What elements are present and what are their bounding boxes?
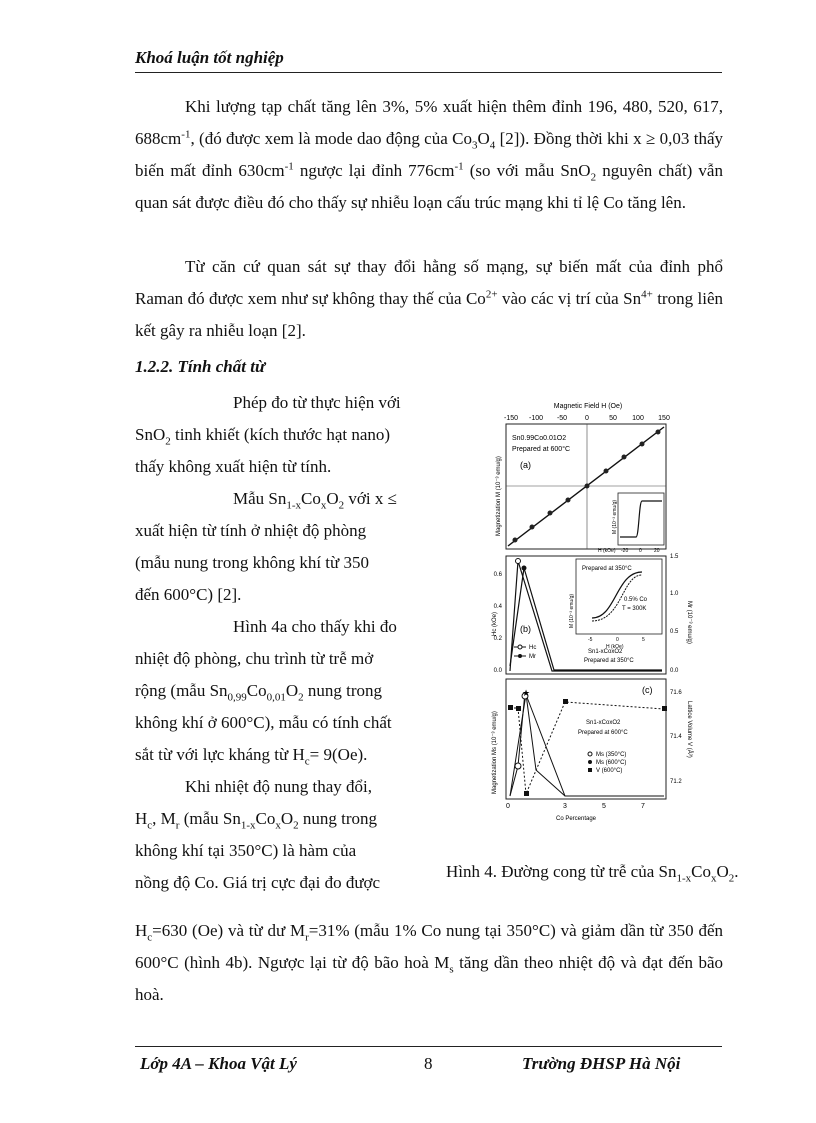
panel-b-y2label: Mr (10⁻³ emu/g) [686, 601, 692, 644]
panel-b [492, 554, 692, 674]
inset-tick: -5 [588, 637, 593, 643]
panel-c-xtick: 7 [641, 803, 645, 810]
top-axis-ticks [504, 415, 670, 422]
panel-a-sample: Sn0.99Co0.01O2 [512, 435, 567, 442]
panel-c-prep: Prepared at 600°C [578, 730, 628, 736]
panel-c-ms600-line [510, 694, 664, 796]
figure-caption: Hình 4. Đường cong từ trễ của $Sn_{1-x}Co_xO_2$. [446, 862, 739, 885]
panel-b-ytick: 0.2 [493, 636, 502, 642]
header-rule [135, 72, 722, 73]
panel-b-hc-point [516, 559, 521, 564]
panel-a-inset-ylabel: M (10⁻³ emu/g) [612, 499, 618, 534]
panel-c-y2label: Lattice Volume V (Å³) [686, 701, 692, 758]
legend-volume: V (600°C) [596, 768, 623, 774]
top-tick: -100 [528, 415, 544, 422]
inset-tick: 0 [639, 548, 642, 554]
top-tick: 150 [658, 415, 670, 422]
paragraph-lattice-disorder: Từ căn cứ quan sát sự thay đổi hằng số mạng, sự biến mất của đỉnh phổ Raman đó được xem như sự không thay thế của $Co^{2+}$ vào các vị trí của $Sn^{4+}$ trong liên kết gây ra nhiễu loạn [2]. [135, 257, 723, 340]
panel-c-ms350-line [510, 692, 664, 796]
panel-c-label: (c) [642, 685, 653, 695]
top-tick: 50 [609, 415, 617, 422]
legend-mr: Mr [529, 654, 536, 660]
paragraph-coercivity: $H_c=630$ (Oe) và từ dư $M_r=31\%$ (mẫu 1% Co nung tại 350°C) và giảm dần từ 350 đến 600°C (hình 4b). Ngược lại từ độ bão hoà $M_s$ tăng dần theo nhiệt độ và đạt đến bão hoà. [135, 921, 724, 1004]
panel-b-prep: Prepared at 350°C [584, 658, 634, 664]
panel-b-ytick: 0.6 [493, 572, 502, 578]
panel-c-xlabel: Co Percentage [555, 816, 597, 822]
panel-c-xtick: 3 [563, 803, 567, 810]
panel-b-ylabel: Hc (kOe) [492, 612, 498, 636]
top-tick: 100 [632, 415, 644, 422]
panel-c-ylabel: Magnetization Ms (10⁻³ emu/g) [492, 711, 498, 794]
legend-ms350: Ms (350°C) [596, 752, 627, 758]
panel-b-inset-temp: T = 300K [622, 606, 647, 612]
panel-c [492, 679, 693, 822]
footer-school: Trường ĐHSP Hà Nội [522, 1054, 681, 1073]
top-axis-label: Magnetic Field H (Oe) [553, 403, 623, 410]
panel-b-inset-xlabel: H (kOe) [606, 644, 624, 650]
panel-c-xtick: 5 [602, 803, 606, 810]
magnetic-text-column: Phép đo từ thực hiện với SnO$_2$ tinh khiết (kích thước hạt nano) thấy không xuất hiện từ tính. Mẫu $Sn_{1-x}Co_xO_2$ với x ≤ xuất hiện từ tính ở nhiệt độ phòng (mẫu nung trong không khí từ 350 đến 600°C) [2]. Hình 4a cho thấy khi đo nhiệt độ phòng, chu trình từ trễ mở rộng (mẫu $Sn_{0,99}Co_{0,01}O_2$ nung trong không khí ở 600°C), mẫu có tính chất sắt từ với lực kháng từ $H_c= 9(Oe)$. Khi nhiệt độ nung thay đổi, $H_c$, $M_r$ (mẫu $Sn_{1-x}Co_xO_2$ nung trong không khí tại 350°C) là hàm của nồng độ Co. Giá trị cực đại đo được [135, 393, 401, 892]
footer-rule [135, 1046, 722, 1047]
top-tick: -150 [503, 415, 519, 422]
inset-tick: 5 [642, 637, 645, 643]
panel-b-y2tick: 1.0 [670, 591, 679, 597]
legend-ms600: Ms (600°C) [596, 760, 627, 766]
inset-tick: 20 [654, 548, 660, 554]
panel-c-y2tick: 71.4 [670, 734, 682, 740]
panel-c-y2tick: 71.2 [670, 779, 682, 785]
panel-b-ytick: 0.0 [493, 668, 502, 674]
panel-b-mr-point [522, 566, 527, 571]
panel-a [496, 424, 666, 554]
panel-a-ylabel: Magnetization M (10⁻³ emu/g) [496, 456, 502, 536]
inset-tick: 0 [616, 637, 619, 643]
panel-b-y2tick: 1.5 [670, 554, 679, 560]
section-heading: 1.2.2. Tính chất từ [135, 357, 266, 376]
page-header-title: Khoá luận tốt nghiệp [135, 48, 284, 67]
top-tick: 0 [585, 415, 589, 422]
hysteresis-figure [466, 396, 716, 836]
panel-c-y2tick: 71.6 [670, 690, 682, 696]
panel-b-label: (b) [520, 624, 531, 634]
panel-b-y2tick: 0.5 [670, 629, 679, 635]
panel-b-inset-title: Prepared at 350°C [582, 566, 632, 572]
panel-c-xtick: 0 [506, 803, 510, 810]
panel-b-sample: Sn1-xCoxO2 [588, 649, 623, 655]
panel-a-prep: Prepared at 600°C [512, 446, 571, 453]
panel-b-ytick: 0.4 [493, 604, 502, 610]
inset-tick: -20 [621, 548, 629, 554]
panel-a-inset-xlabel: H (kOe) [598, 548, 616, 554]
legend-hc: Hc [529, 645, 537, 651]
panel-b-inset-note: 0.5% Co [624, 597, 648, 603]
panel-b-legend [514, 645, 536, 660]
paragraph-raman-peaks: Khi lượng tạp chất tăng lên 3%, 5% xuất hiện thêm đỉnh 196, 480, 520, 617, $688cm^{-1}$, (đó được xem là mode dao động của $Co_3O_4$ [2]). Đồng thời khi x ≥ 0,03 thấy biến mất đỉnh $630cm^{-1}$ ngược lại đỉnh $776cm^{-1}$ (so với mẫu SnO$_2$ nguyên chất) vẫn quan sát được điều đó cho thấy sự nhiễu loạn cấu trúc mạng khi tỉ lệ Co tăng lên. [135, 97, 723, 212]
panel-b-inset-ylabel: M (10⁻³ emu/g) [569, 593, 575, 628]
panel-a-label: (a) [520, 460, 531, 470]
top-tick: -50 [556, 415, 568, 422]
page-number: 8 [424, 1054, 433, 1073]
panel-c-sample: Sn1-xCoxO2 [586, 720, 621, 726]
footer-class: Lớp 4A – Khoa Vật Lý [140, 1054, 297, 1073]
svg-text:★: ★ [521, 688, 531, 698]
panel-c-legend [588, 752, 626, 774]
panel-b-y2tick: 0.0 [670, 668, 679, 674]
